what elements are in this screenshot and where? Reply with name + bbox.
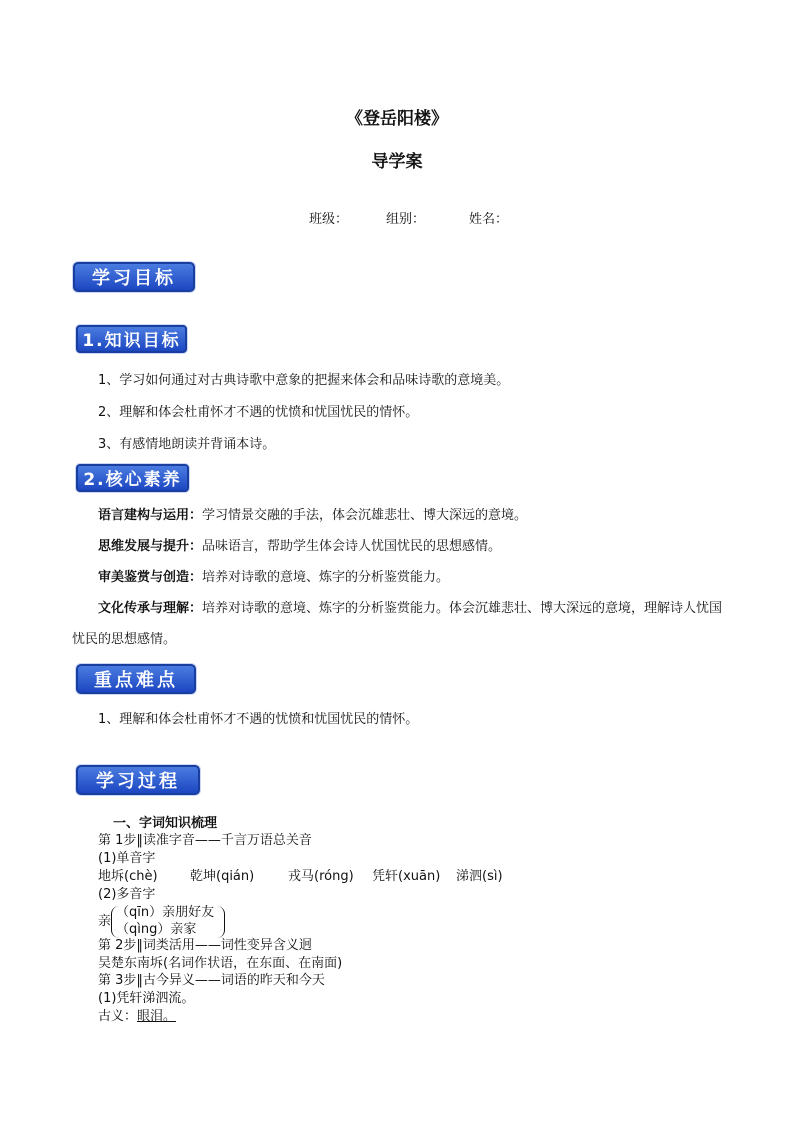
knowledge-item: 2、理解和体会杜甫怀才不遇的忧愤和忧国忧民的情怀。 bbox=[98, 405, 419, 420]
class-label: 班级： bbox=[309, 212, 349, 227]
core-item-label: 文化传承与理解： bbox=[98, 601, 203, 616]
section-banner-goals: 学习目标 bbox=[73, 262, 195, 292]
process-heading: 一、字词知识梳理 bbox=[113, 816, 218, 831]
core-item-text: 学习情景交融的手法，体会沉雄悲壮、博大深远的意境。 bbox=[202, 508, 528, 523]
polyphone-reading: （qìng）亲家 bbox=[116, 922, 197, 937]
core-item bbox=[72, 593, 732, 655]
core-item bbox=[72, 562, 732, 593]
pinyin-item: 戎马(róng) bbox=[288, 869, 354, 884]
ancient-meaning-row bbox=[98, 1008, 176, 1025]
ancient-meaning-value: 眼泪。 bbox=[137, 1009, 177, 1024]
knowledge-item: 3、有感情地朗读并背诵本诗。 bbox=[98, 437, 276, 452]
name-label: 姓名： bbox=[469, 212, 509, 227]
ancient-meaning-label: 古义： bbox=[98, 1009, 138, 1024]
pinyin-item: 地坼(chè) bbox=[98, 869, 158, 884]
multi-char-label: (2)多音字 bbox=[98, 887, 156, 902]
pinyin-item: 涕泗(sì) bbox=[456, 869, 503, 884]
single-char-row bbox=[98, 868, 503, 885]
polyphone-char: 亲 bbox=[98, 914, 112, 929]
brace-right bbox=[216, 906, 225, 938]
core-item-label: 语言建构与运用： bbox=[98, 508, 203, 523]
pinyin-item: 凭轩(xuān) bbox=[372, 869, 441, 884]
section-banner-knowledge: 1.知识目标 bbox=[76, 325, 187, 353]
core-item-text: 品味语言，帮助学生体会诗人忧国忧民的思想感情。 bbox=[202, 539, 502, 554]
section-banner-key: 重点难点 bbox=[76, 664, 196, 694]
core-item bbox=[72, 500, 732, 531]
step3-item: (1)凭轩涕泗流。 bbox=[98, 991, 195, 1006]
section-banner-core: 2.核心素养 bbox=[76, 464, 189, 492]
step2-example: 吴楚东南坼(名词作状语，在东面、在南面) bbox=[98, 956, 343, 971]
single-char-label: (1)单音字 bbox=[98, 851, 156, 866]
group-label: 组别： bbox=[386, 212, 426, 227]
document-title: 《登岳阳楼》 bbox=[346, 109, 448, 129]
core-item-label: 审美鉴赏与创造： bbox=[98, 570, 203, 585]
core-item-text: 培养对诗歌的意境、炼字的分析鉴赏能力。 bbox=[202, 570, 450, 585]
polyphone-reading: （qīn）亲朋好友 bbox=[116, 905, 215, 920]
core-items bbox=[72, 500, 732, 655]
key-item: 1、理解和体会杜甫怀才不遇的忧愤和忧国忧民的情怀。 bbox=[98, 712, 419, 727]
pinyin-item: 乾坤(qián) bbox=[190, 869, 255, 884]
core-item-label: 思维发展与提升： bbox=[98, 539, 203, 554]
core-item-text: 培养对诗歌的意境、炼字的分析鉴赏能力。体会沉雄悲壮、博大深远的意境，理解诗人忧国忧民的思想感情。 bbox=[72, 601, 723, 647]
document-subtitle: 导学案 bbox=[371, 152, 423, 172]
knowledge-item: 1、学习如何通过对古典诗歌中意象的把握来体会和品味诗歌的意境美。 bbox=[98, 373, 510, 388]
step3-line: 第 3步‖古今异义——词语的昨天和今天 bbox=[98, 973, 325, 988]
step2-line: 第 2步‖词类活用——词性变异含义迥 bbox=[98, 938, 312, 953]
core-item bbox=[72, 531, 732, 562]
step1-line: 第 1步‖读准字音——千言万语总关音 bbox=[98, 833, 312, 848]
section-banner-process: 学习过程 bbox=[76, 765, 200, 795]
